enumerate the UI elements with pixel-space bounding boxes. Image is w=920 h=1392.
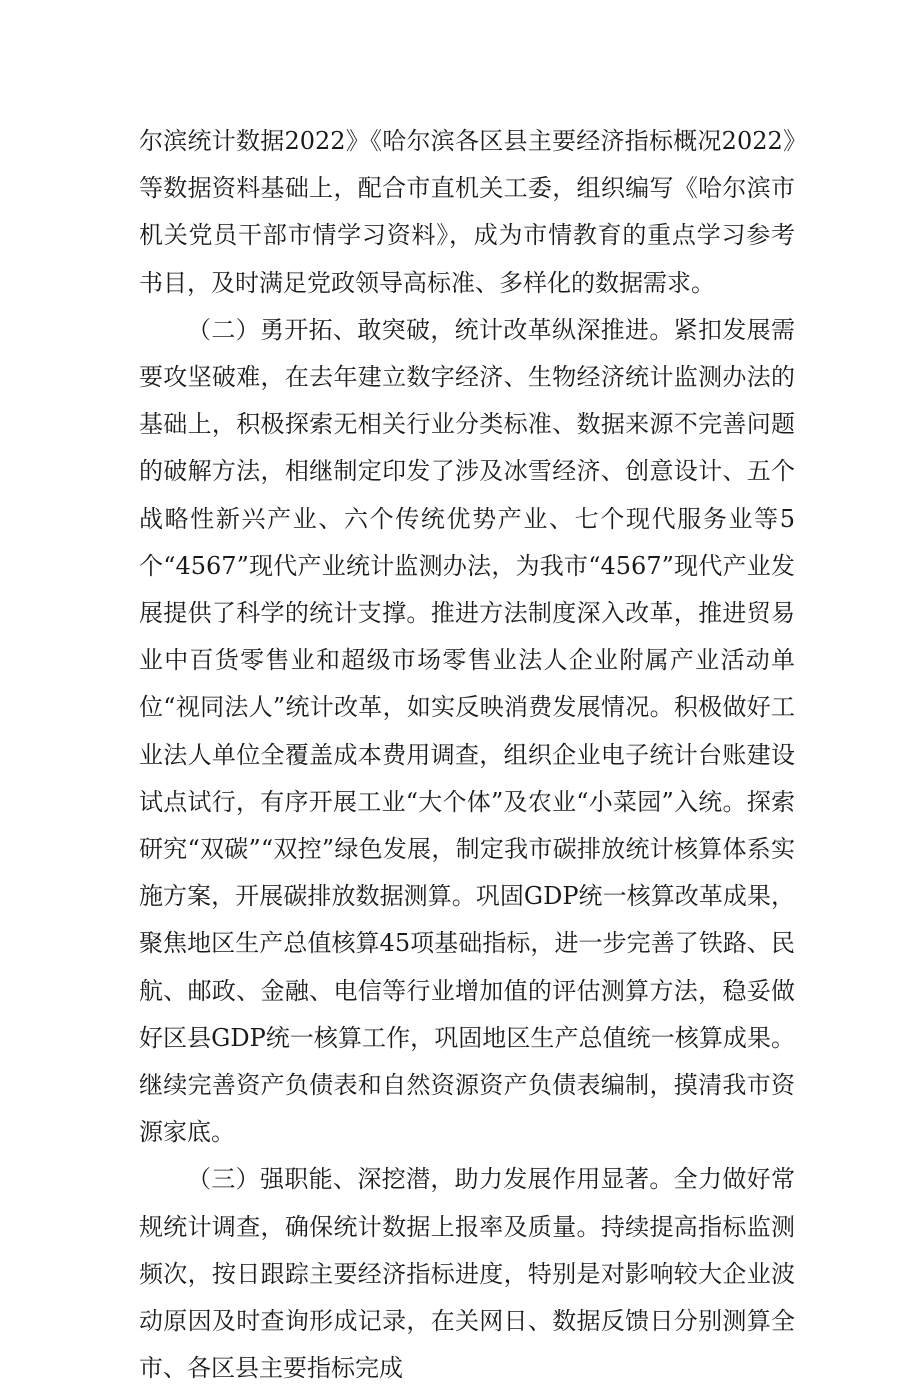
document-body [139,118,795,1392]
paragraph-section-three: （三）强职能、深挖潜，助力发展作用显著。全力做好常规统计调查，确保统计数据上报率及质量。持续提高指标监测频次，按日跟踪主要经济指标进度，特别是对影响较大企业波动原因及时查询形成记录，在关网日、数据反馈日分别测算全市、各区县主要指标完成 [139,1165,795,1383]
paragraph-continuation: 尔滨统计数据2022》《哈尔滨各区县主要经济指标概况2022》等数据资料基础上，配合市直机关工委，组织编写《哈尔滨市机关党员干部市情学习资料》，成为市情教育的重点学习参考书目，及时满足党政领导高标准、多样化的数据需求。 [139,127,795,297]
paragraph-section-two: （二）勇开拓、敢突破，统计改革纵深推进。紧扣发展需要攻坚破难，在去年建立数字经济、生物经济统计监测办法的基础上，积极探索无相关行业分类标准、数据来源不完善问题的破解方法，相继制定印发了涉及冰雪经济、创意设计、五个战略性新兴产业、六个传统优势产业、七个现代服务业等5个“4567”现代产业统计监测办法，为我市“4567”现代产业发展提供了科学的统计支撑。推进方法制度深入改革，推进贸易业中百货零售业和超级市场零售业法人企业附属产业活动单位“视同法人”统计改革，如实反映消费发展情况。积极做好工业法人单位全覆盖成本费用调查，组织企业电子统计台账建设试点试行，有序开展工业“大个体”及农业“小菜园”入统。探索研究“双碳”“双控”绿色发展，制定我市碳排放统计核算体系实施方案，开展碳排放数据测算。巩固GDP统一核算改革成果，聚焦地区生产总值核算45项基础指标，进一步完善了铁路、民航、邮政、金融、电信等行业增加值的评估测算方法，稳妥做好区县GDP统一核算工作，巩固地区生产总值统一核算成果。继续完善资产负债表和自然资源资产负债表编制，摸清我市资源家底。 [139,315,795,1147]
